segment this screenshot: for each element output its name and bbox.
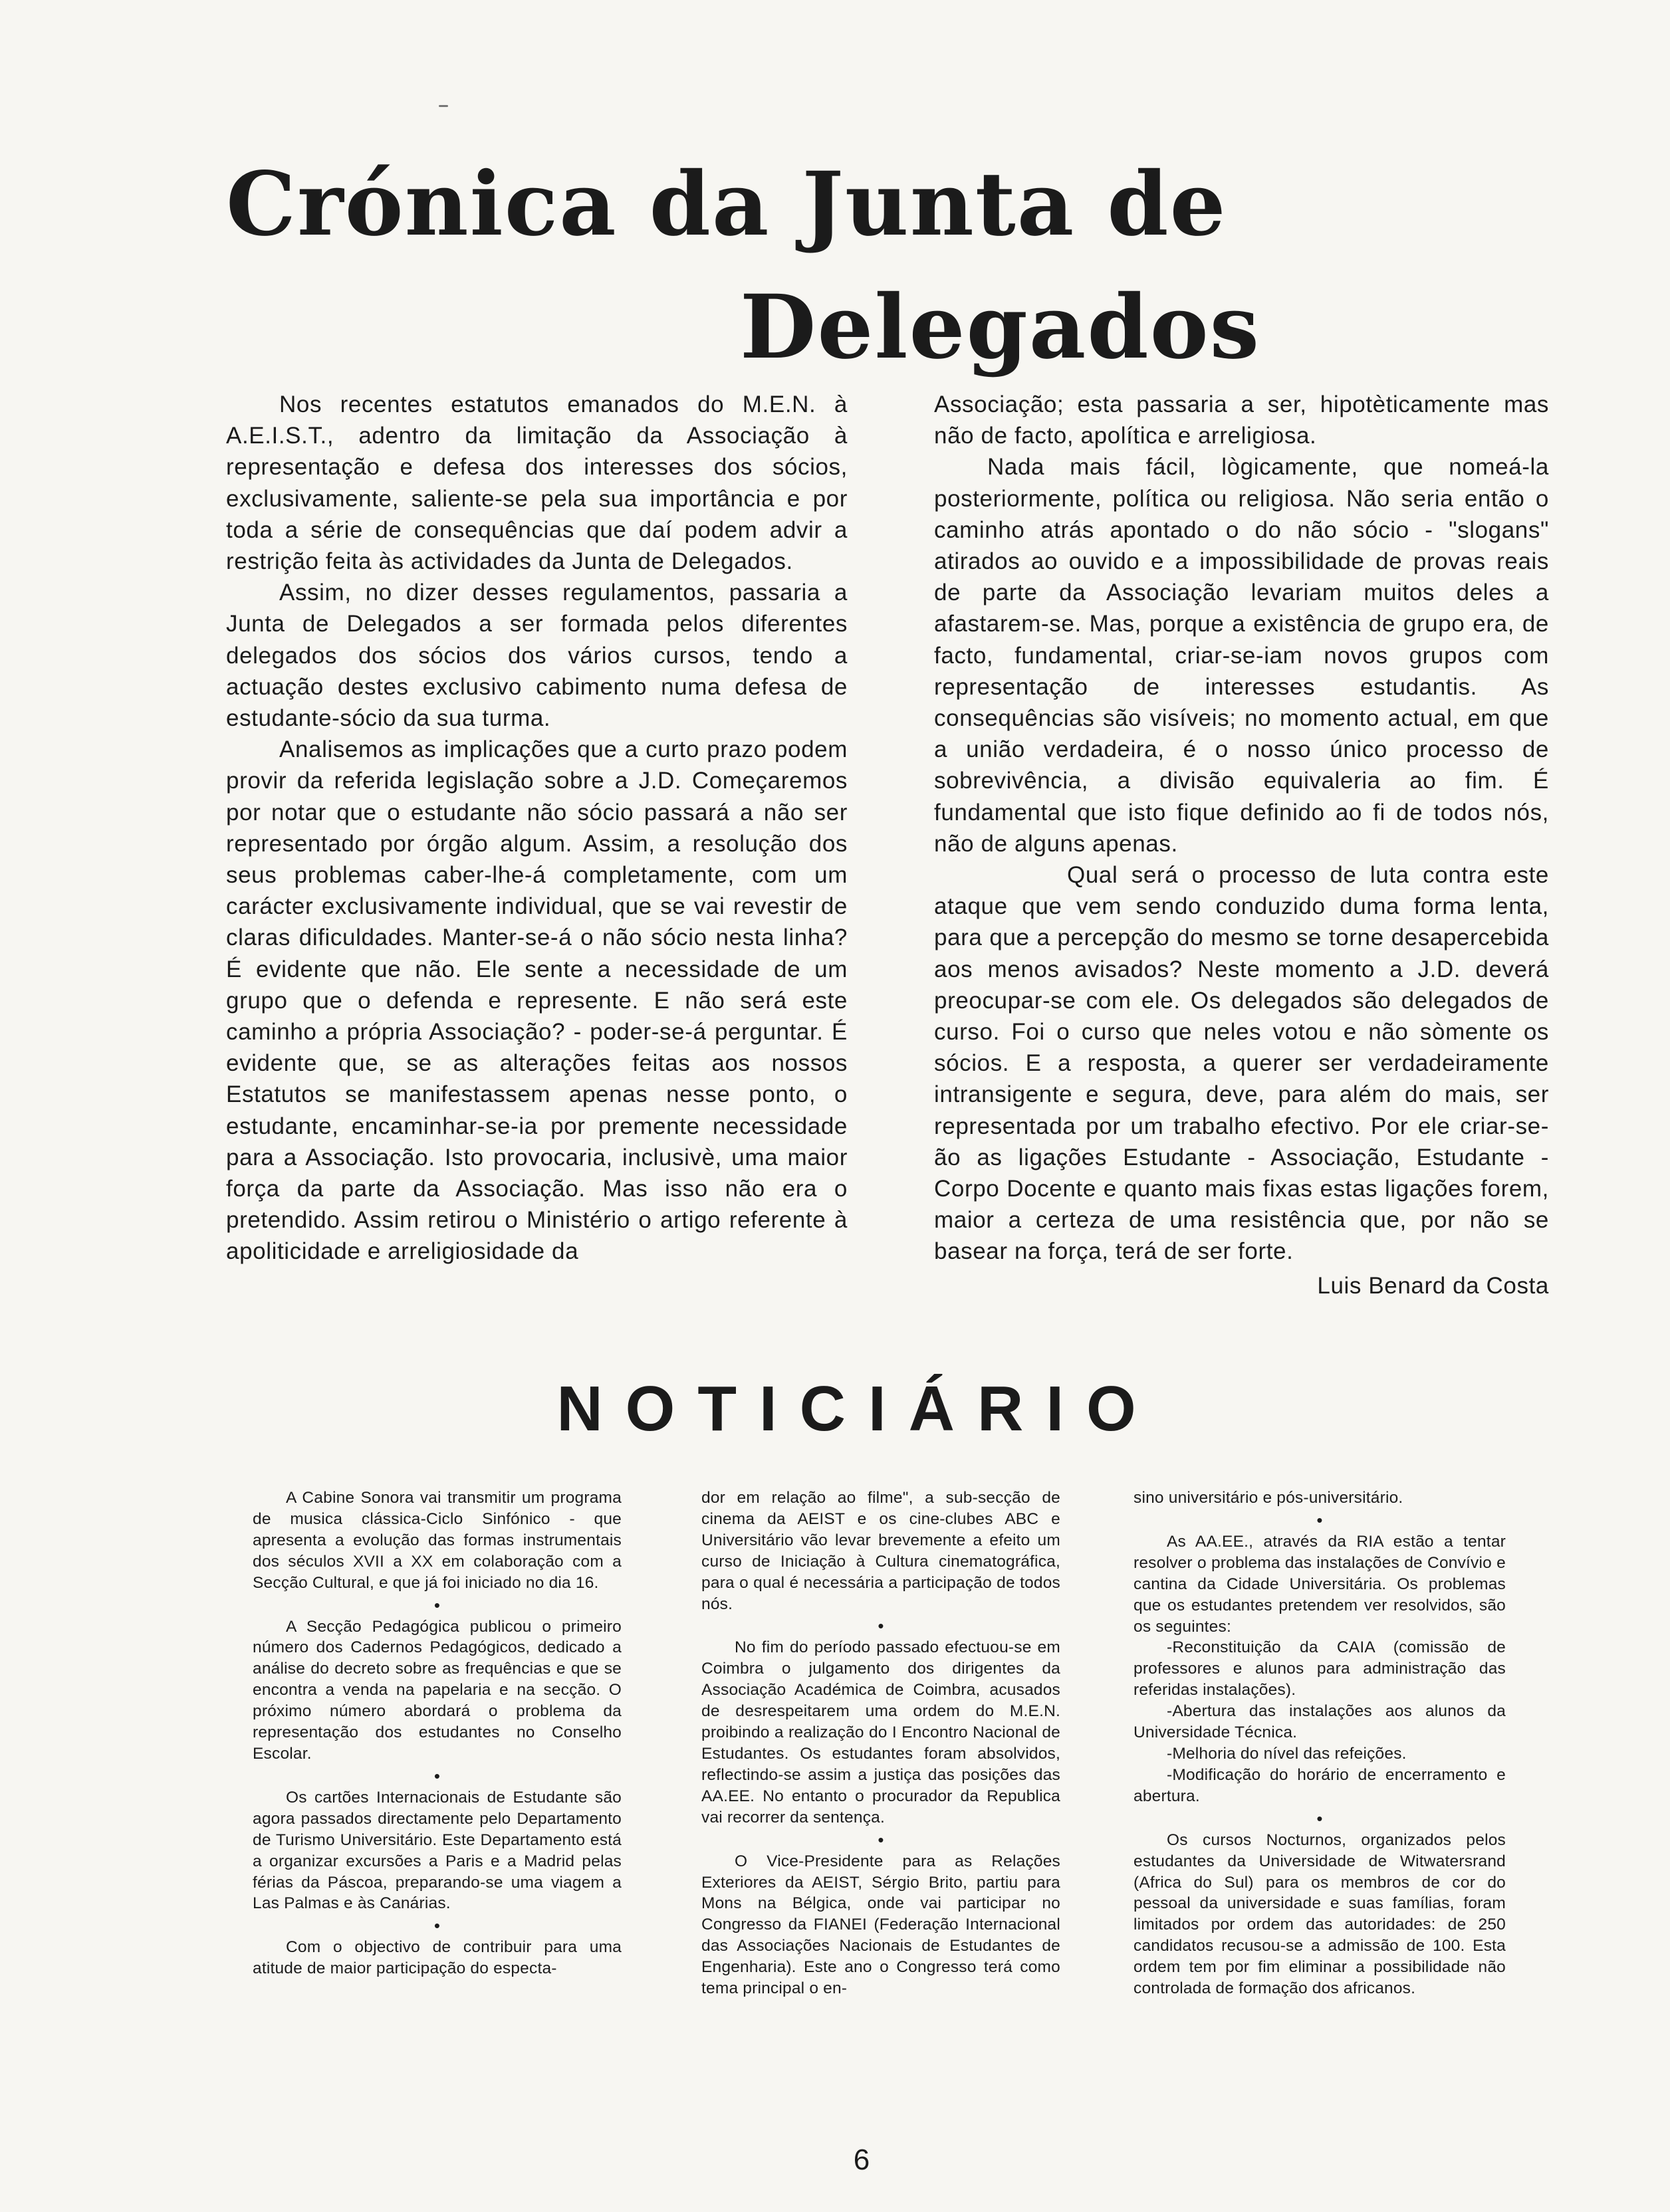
news-list-item: -Abertura das instalações aos alunos da Universidade Técnica. — [1133, 1702, 1506, 1742]
bullet-separator: • — [878, 1616, 884, 1636]
article-author: Luis Benard da Costa — [1317, 1272, 1549, 1299]
article-paragraph: Analisemos as implicações que a curto prazo podem provir da referida legislação sobre a J.D. Começaremos por notar que o estudante não sócio passará a não ser representado por órgão algum. Assim, a resolução dos seus problemas caber-lhe-á completamente, com um carácter exclusivamente individual, que se vai revestir de claras dificuldades. Manter-se-á o não sócio nesta linha? É evidente que não. Ele sente a necessidade de um grupo que o defenda e represente. E não será este caminho a própria Associação? - poder-se-á perguntar. É evidente que, se as alterações feitas aos nossos Estatutos se manifestassem apenas nesse ponto, o estudante, encaminhar-se-ia por premente necessidade para a Associação. Isto provocaria, inclusivè, uma maior força da parte da Associação. Mas isso não era o pretendido. Assim retirou o Ministério o artigo referente à apoliticidade e arreligiosidade da — [226, 736, 848, 1265]
page-number: 6 — [853, 2144, 870, 2176]
article-paragraph: Associação; esta passaria a ser, hipotèticamente mas não de facto, apolítica e arreligiosa. — [934, 391, 1549, 449]
news-column-1 — [253, 1488, 622, 1979]
news-list-item: -Reconstituição da CAIA (comissão de professores e alunos para administração das referidas instalações). — [1133, 1638, 1506, 1700]
article-column-right — [934, 389, 1549, 1301]
bullet-separator: • — [878, 1829, 884, 1850]
news-item: Os cursos Nocturnos, organizados pelos estudantes da Universidade de Witwatersrand (Africa do Sul) para os membros de cor do pessoal da universidade e suas famílias, foram limitados por ordem das autoridades: de 250 candidatos recusou-se a admissão de 100. Esta ordem tem por fim eliminar a possibilidade não controlada de formação dos africanos. — [1133, 1830, 1506, 1998]
news-list-item: -Melhoria do nível das refeições. — [1167, 1744, 1407, 1763]
news-item: dor em relação ao filme", a sub-secção de cinema da AEIST e os cine-clubes ABC e Universitário vão levar brevemente a efeito um curso de Iniciação à Cultura cinematográfica, para o qual é necessária a participação de todos nós. — [701, 1489, 1060, 1613]
news-list-item: -Modificação do horário de encerramento e abertura. — [1133, 1765, 1506, 1805]
title-line-1: Crónica da Junta de — [226, 153, 1227, 256]
news-item: A Cabine Sonora vai transmitir um programa de musica clássica-Ciclo Sinfónico - que apresenta a evolução das formas instrumentais dos séculos XVII a XX em colaboração com a Secção Cultural, e que já foi iniciado no dia 16. — [253, 1489, 622, 1592]
bullet-separator: • — [1316, 1808, 1323, 1828]
bullet-separator: • — [433, 1916, 441, 1936]
article-paragraph: Qual será o processo de luta contra este ataque que vem sendo conduzido duma forma lenta, para que a percepção do mesmo se torne desapercebida aos menos avisados? Neste momento a J.D. deverá preocupar-se com ele. Os delegados são delegados de curso. Foi o curso que neles votou e não sòmente os sócios. E a resposta, a querer ser verdadeiramente intransigente e segura, deve, para além do mais, ser representada por um trabalho efectivo. Por ele criar-se-ão as ligações Estudante - Associação, Estudante - Corpo Docente e quanto mais fixas estas ligações forem, maior a certeza de uma resistência que, por não se basear na força, terá de ser forte. — [934, 862, 1549, 1265]
news-item: O Vice-Presidente para as Relações Exteriores da AEIST, Sérgio Brito, partiu para Mons na Bélgica, onde vai participar no Congresso da FIANEI (Federação Internacional das Associações Nacionais de Estudantes de Engenharia). Este ano o Congresso terá como tema principal o en- — [701, 1852, 1060, 1998]
article-paragraph: Assim, no dizer desses regulamentos, passaria a Junta de Delegados a ser formada pelos diferentes delegados dos sócios dos vários cursos, tendo a actuação destes exclusivo cabimento numa defesa de estudante-sócio da sua turma. — [226, 580, 848, 732]
news-item: Os cartões Internacionais de Estudante são agora passados directamente pelo Departamento de Turismo Universitário. Este Departamento está a organizar excursões a Paris e a Madrid pelas férias da Páscoa, preparando-se uma viagem a Las Palmas e às Canárias. — [253, 1788, 622, 1913]
news-column-2 — [701, 1488, 1060, 1999]
bullet-separator: • — [433, 1595, 441, 1615]
news-item: No fim do período passado efectuou-se em Coimbra o julgamento dos dirigentes da Associação Académica de Coimbra, acusados de desrespeitarem uma ordem do M.E.N. proibindo a realização do I Encontro Nacional de Estudantes. Os estudantes foram absolvidos, reflectindo-se assim a justiça das posições das AA.EE. No entanto o procurador da Republica vai recorrer da sentença. — [701, 1638, 1060, 1826]
news-item: A Secção Pedagógica publicou o primeiro número dos Cadernos Pedagógicos, dedicado a análise do decreto sobre as frequências e que se encontra a venda na papelaria e na secção. O próximo número abordará o problema da representação dos estudantes no Conselho Escolar. — [253, 1617, 622, 1763]
print-speck — [439, 105, 448, 107]
news-column-3 — [1133, 1488, 1506, 1999]
news-heading: NOTICIÁRIO — [556, 1373, 1159, 1444]
article-column-left — [226, 389, 848, 1268]
article-paragraph: Nos recentes estatutos emanados do M.E.N. à A.E.I.S.T., adentro da limitação da Associação à representação e defesa dos interesses dos sócios, exclusivamente, saliente-se pela sua importância e por toda a série de consequências que daí podem advir a restrição feita às actividades da Junta de Delegados. — [226, 391, 848, 575]
bullet-separator: • — [1316, 1509, 1323, 1530]
news-item: As AA.EE., através da RIA estão a tentar resolver o problema das instalações de Convívio e cantina da Cidade Universitária. Os problemas que os estudantes pretendem ver resolvidos, são os seguintes: — [1133, 1532, 1506, 1636]
title-line-2: Delegados — [739, 276, 1260, 379]
news-item: Com o objectivo de contribuir para uma atitude de maior participação do especta- — [253, 1938, 622, 1978]
news-item: sino universitário e pós-universitário. — [1133, 1489, 1403, 1507]
article-paragraph: Nada mais fácil, lògicamente, que nomeá-la posteriormente, política ou religiosa. Não seria então o caminho atrás apontado o do não sócio - "slogans" atirados ao ouvido e a impossibilidade de provas reais de parte da Associação levariam muitos deles a afastarem-se. Mas, porque a existência de grupo era, de facto, fundamental, criar-se-iam novos grupos com representação de interesses estudantis. As consequências são visíveis; no momento actual, em que a união verdadeira, é o nosso único processo de sobrevivência, a divisão equivaleria ao fim. É fundamental que isto fique definido ao fi de todos nós, não de alguns apenas. — [934, 454, 1549, 857]
article-title — [226, 143, 1263, 389]
bullet-separator: • — [433, 1765, 441, 1786]
